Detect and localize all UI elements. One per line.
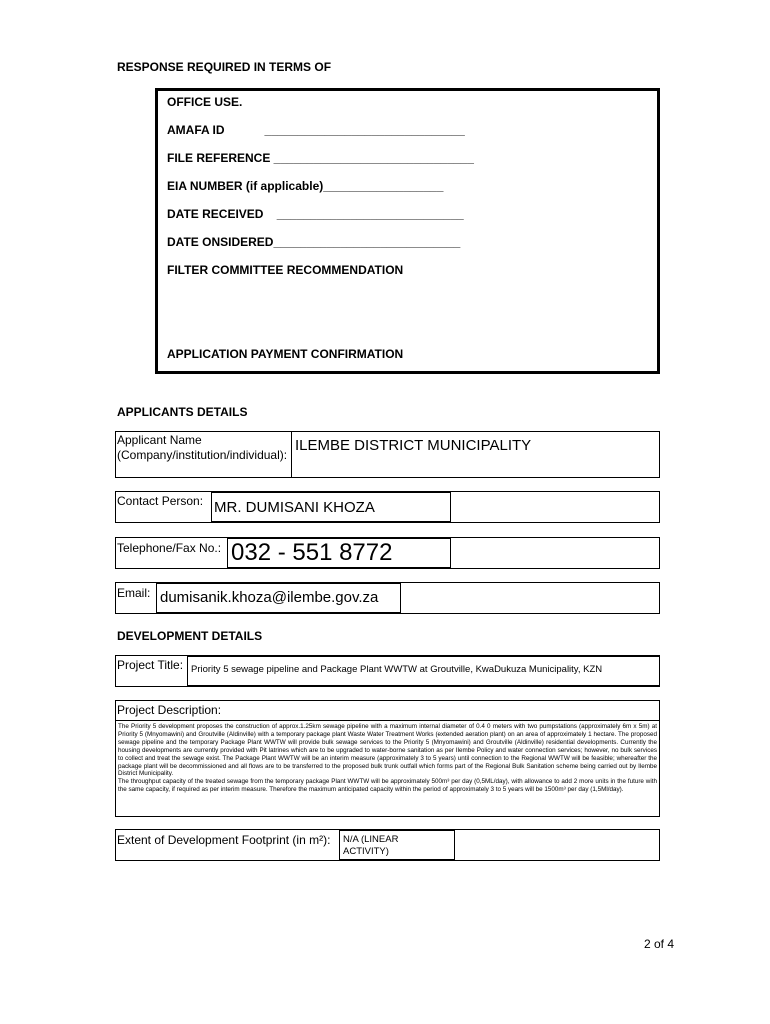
contact-person-value-box[interactable] bbox=[211, 492, 451, 522]
response-heading: RESPONSE REQUIRED IN TERMS OF bbox=[117, 60, 332, 74]
contact-person-value: MR. DUMISANI KHOZA bbox=[214, 499, 375, 516]
email-value: dumisanik.khoza@ilembe.gov.za bbox=[160, 589, 379, 606]
project-title-label: Project Title: bbox=[117, 658, 184, 672]
footprint-row bbox=[115, 829, 660, 861]
applicant-name-value: ILEMBE DISTRICT MUNICIPALITY bbox=[295, 437, 532, 454]
footprint-value-box[interactable] bbox=[339, 830, 455, 860]
footprint-label: Extent of Development Footprint (in m²): bbox=[117, 833, 331, 847]
eia-number-field: EIA NUMBER (if applicable)__________________ bbox=[167, 179, 444, 193]
project-description-label: Project Description: bbox=[117, 703, 222, 717]
telephone-row bbox=[115, 537, 660, 569]
telephone-label: Telephone/Fax No.: bbox=[117, 541, 222, 555]
applicants-heading: APPLICANTS DETAILS bbox=[117, 405, 248, 419]
filter-committee-field: FILTER COMMITTEE RECOMMENDATION bbox=[167, 263, 404, 277]
amafa-id-field: AMAFA ID ______________________________ bbox=[167, 123, 465, 137]
payment-confirmation-field: APPLICATION PAYMENT CONFIRMATION bbox=[167, 347, 404, 361]
file-reference-field: FILE REFERENCE ______________________________ bbox=[167, 151, 474, 165]
project-description-box[interactable] bbox=[116, 720, 659, 816]
email-value-box[interactable] bbox=[156, 583, 401, 613]
email-label: Email: bbox=[117, 586, 151, 600]
project-description-paragraph-1: The Priority 5 development proposes the construction of approx.1.25km sewage pipeline with a maximum internal diameter of 0.4 0 meters with two pumpstations (approximately 6m x 5m) at Priority 5 (Mnyomawini) and Groutville (Aldinville) with a temporary package plant Waste Water Treatment Works (extended aeration plant) on an area of approximately 1 hectare. The proposed sewage pipeline and the temporary Package Plant WWTW will provide bulk sewage services to the Priority 5 (Mnyomawini) and Groutville (Aldinville) residential developments. Currently the housing developments are currently provided with Pit latrines which are to be upgraded to water-borne sanitation as per Ilembe Policy and water connection services; however, no bulk services to collect and treat the sewage exist. The Package Plant WWTW will be an interim measure (approximately 3 to 5 years) until connection to the Regional WWTW will be feasible; whereafter the package plant will be decommissioned and all flows are to be transferred to the proposed bulk trunk outfall which forms part of the Regional Bulk Sanitation scheme being carried out by Ilembe District Municipality. bbox=[118, 723, 657, 778]
project-description-row bbox=[115, 700, 660, 817]
applicant-name-label: Applicant Name (Company/institution/individual): bbox=[117, 433, 288, 462]
contact-person-row bbox=[115, 491, 660, 523]
telephone-value: 032 - 551 8772 bbox=[231, 539, 393, 566]
office-use-box bbox=[155, 88, 660, 374]
date-received-field: DATE RECEIVED ____________________________ bbox=[167, 207, 464, 221]
footprint-value: N/A (LINEAR ACTIVITY) bbox=[343, 834, 399, 857]
project-title-row bbox=[115, 655, 660, 687]
applicant-name-value-box[interactable] bbox=[291, 432, 659, 477]
page-number: 2 of 4 bbox=[644, 937, 675, 951]
date-considered-field: DATE ONSIDERED____________________________ bbox=[167, 235, 461, 249]
office-use-label: OFFICE USE. bbox=[167, 95, 243, 109]
applicant-name-row bbox=[115, 431, 660, 478]
project-description-paragraph-2: The throughput capacity of the treated sewage from the temporary package Plant WWTW will be approximately 500m³ per day (0,5ML/day), with allowance to add 2 more units in the future with the same capacity, if required as per interim measure. Therefore the maximum anticipated capacity within the period of approximately 3 to 5 years will be 1500m³ per day (1,5Ml/day). bbox=[118, 778, 657, 794]
contact-person-label: Contact Person: bbox=[117, 494, 204, 508]
telephone-value-box[interactable] bbox=[227, 538, 451, 568]
development-heading: DEVELOPMENT DETAILS bbox=[117, 629, 263, 643]
email-row bbox=[115, 582, 660, 614]
project-title-value-box[interactable] bbox=[187, 656, 659, 686]
project-title-value: Priority 5 sewage pipeline and Package Plant WWTW at Groutville, KwaDukuza Municipality, KZN bbox=[191, 664, 603, 675]
